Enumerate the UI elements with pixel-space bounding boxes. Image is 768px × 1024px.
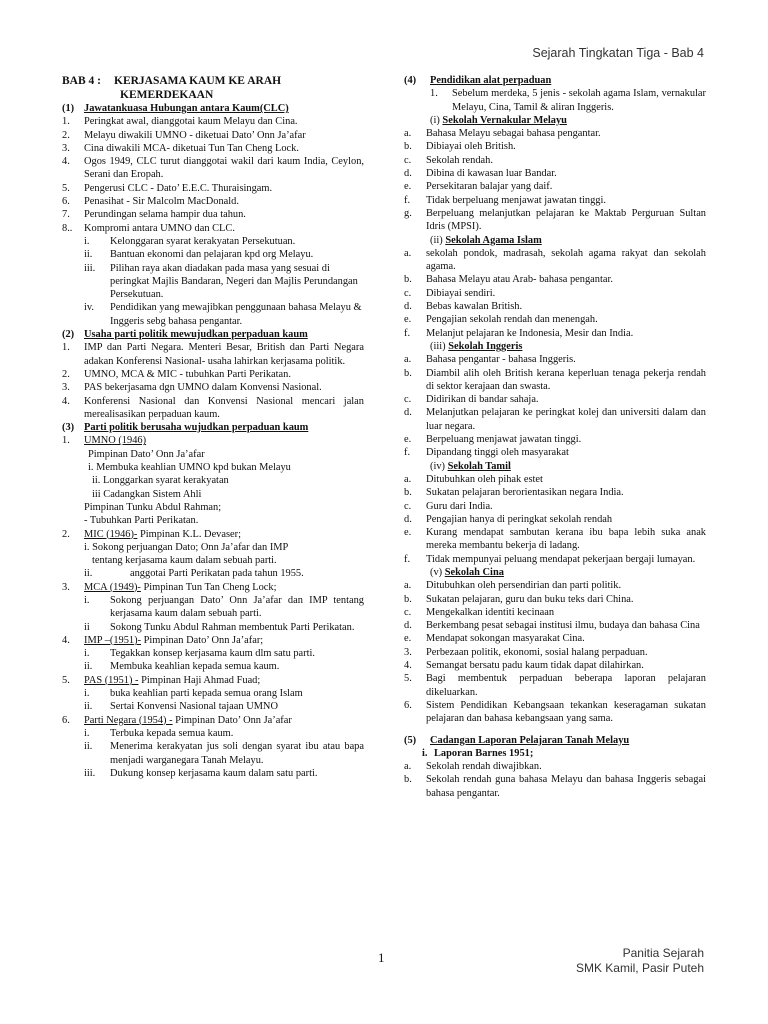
list-item: b. Sekolah rendah guna bahasa Melayu dan bahasa Inggeris sebagai bahasa pengantar. bbox=[404, 774, 706, 799]
school-type-heading: (iv) Sekolah Tamil bbox=[430, 460, 511, 472]
section-number: (1) bbox=[62, 103, 75, 114]
party-line: tentang kerjasama kaum dalam sebuah parti. bbox=[92, 555, 277, 567]
chapter-heading bbox=[62, 74, 364, 88]
right-column bbox=[404, 74, 706, 800]
footer-line-2: SMK Kamil, Pasir Puteh bbox=[575, 961, 704, 975]
list-item: 4. Ogos 1949, CLC turut dianggotai wakil dari kaum India, Ceylon, Serani dan Eropah. bbox=[62, 156, 364, 181]
list-item: d. Melanjutkan pelajaran ke peringkat kolej dan universiti dalam dan luar negara. bbox=[404, 407, 706, 432]
list-item: 4. Konferensi Nasional dan Konvensi Nasional mencari jalan merealisasikan perpaduan kaum. bbox=[62, 395, 364, 420]
page-number: 1 bbox=[378, 950, 385, 965]
party-mca: 3. MCA (1949)- Pimpinan Tun Tan Cheng Lock; bbox=[62, 581, 277, 593]
section-2-heading bbox=[62, 328, 364, 341]
school-type-heading: (iii) Sekolah Inggeris bbox=[430, 340, 523, 352]
list-item: d. Berkembang pesat sebagai institusi ilmu, budaya dan bahasa Cina bbox=[404, 620, 700, 632]
list-item: 1. Peringkat awal, dianggotai kaum Melayu dan Cina. bbox=[62, 116, 298, 128]
sub-item: iv. Pendidikan yang mewajibkan penggunaan bahasa Melayu & Inggeris sebg bahasa pengantar. bbox=[84, 302, 362, 327]
list-item: a. Bahasa Melayu sebagai bahasa pengantar. bbox=[404, 128, 601, 140]
sub-item: ii Sokong Tunku Abdul Rahman membentuk Parti Perikatan. bbox=[84, 621, 355, 633]
list-item: c. Dibiayai sendiri. bbox=[404, 287, 496, 299]
sub-item: iii. Pilihan raya akan diadakan pada masa yang sesuai di peringkat Majlis Bandaran, Negeri dan Majlis Perundangan Persekutuan. bbox=[84, 262, 358, 301]
report-heading: i. Laporan Barnes 1951; bbox=[422, 747, 534, 759]
list-item: c. Guru dari India. bbox=[404, 500, 493, 512]
section-title: Parti politik berusaha wujudkan perpaduan kaum bbox=[84, 422, 309, 434]
chapter-title-line1: KERJASAMA KAUM KE ARAH bbox=[114, 75, 282, 87]
list-item: a. sekolah pondok, madrasah, sekolah agama rakyat dan sekolah agama. bbox=[404, 247, 706, 273]
list-item: f. Tidak berpeluang menjawat jawatan tinggi. bbox=[404, 194, 606, 206]
list-item: 3. Cina diwakili MCA- diketuai Tun Tan Cheng Lock. bbox=[62, 142, 299, 154]
section-number: (3) bbox=[62, 422, 75, 434]
section-1-heading bbox=[62, 102, 364, 115]
section-title: Cadangan Laporan Pelajaran Tanah Melayu bbox=[430, 734, 630, 746]
sub-item: ii. Bantuan ekonomi dan pelajaran kpd org Melayu. bbox=[84, 249, 314, 261]
section-title: Pendidikan alat perpaduan bbox=[430, 75, 552, 86]
list-item: 6. Penasihat - Sir Malcolm MacDonald. bbox=[62, 196, 239, 208]
list-item: b. Diambil alih oleh British kerana keperluan tenaga pekerja rendah di sektor kerajaan dan swasta. bbox=[404, 367, 706, 392]
page-header: Sejarah Tingkatan Tiga - Bab 4 bbox=[532, 46, 704, 60]
party-line: i. Membuka keahlian UMNO kpd bukan Melayu bbox=[88, 462, 291, 474]
section-4-heading bbox=[404, 74, 706, 87]
sub-item: iii. Dukung konsep kerjasama kaum dalam satu parti. bbox=[84, 767, 318, 779]
school-type-heading: (i) Sekolah Vernakular Melayu bbox=[430, 114, 567, 126]
list-item: 5. Pengerusi CLC - Dato’ E.E.C. Thuraisingam. bbox=[62, 182, 273, 194]
list-item: b. Sukatan pelajaran berorientasikan negara India. bbox=[404, 487, 624, 499]
party-parti-negara: 6. Parti Negara (1954) - Pimpinan Dato’ Onn Ja’afar bbox=[62, 714, 292, 726]
party-line: Pimpinan Tunku Abdul Rahman; bbox=[84, 501, 222, 513]
list-item: b. Dibiayai oleh British. bbox=[404, 141, 516, 153]
sub-item: ii. anggotai Parti Perikatan pada tahun 1955. bbox=[84, 568, 304, 580]
footer-line-1: Panitia Sejarah bbox=[622, 946, 704, 960]
list-item: e. Persekitaran balajar yang daif. bbox=[404, 181, 553, 193]
list-item: 5. Bagi membentuk perpaduan beberapa laporan pelajaran dikeluarkan. bbox=[404, 673, 706, 698]
section-3-heading bbox=[62, 421, 364, 434]
section-5-heading bbox=[404, 734, 706, 747]
section-number: (2) bbox=[62, 329, 75, 341]
party-line: iii Cadangkan Sistem Ahli bbox=[92, 488, 202, 500]
list-item: c. Didirikan di bandar sahaja. bbox=[404, 394, 539, 406]
list-item: e. Kurang mendapat sambutan kerana ibu bapa lebih suka anak mereka membantu bekerja di ladang. bbox=[404, 527, 706, 552]
list-item: f. Melanjut pelajaran ke Indonesia, Mesir dan India. bbox=[404, 327, 634, 339]
list-item: 1. IMP dan Parti Negara. Menteri Besar, British dan Parti Negara adakan Konferensi Nasional- usaha lahirkan kerjasama politik. bbox=[62, 342, 364, 367]
list-item: 2. UMNO, MCA & MIC - tubuhkan Parti Perikatan. bbox=[62, 368, 291, 380]
list-item: a. Ditubuhkan oleh persendirian dan parti politik. bbox=[404, 580, 622, 592]
list-item: a. Bahasa pengantar - bahasa Inggeris. bbox=[404, 354, 576, 366]
list-item: 1. Sebelum merdeka, 5 jenis - sekolah agama Islam, vernakular Melayu, Cina, Tamil & aliran Inggeris. bbox=[430, 88, 706, 113]
list-item: f. Dipandang tinggi oleh masyarakat bbox=[404, 447, 569, 459]
sub-item: i. Tegakkan konsep kerjasama kaum dlm satu parti. bbox=[84, 648, 316, 660]
list-item: a. Ditubuhkan oleh pihak estet bbox=[404, 473, 543, 485]
list-item: 2. Melayu diwakili UMNO - diketuai Dato’ Onn Ja’afar bbox=[62, 129, 306, 141]
list-item: 3. PAS bekerjasama dgn UMNO dalam Konvensi Nasional. bbox=[62, 382, 322, 394]
left-column bbox=[62, 74, 364, 780]
party-pas: 5. PAS (1951) - Pimpinan Haji Ahmad Fuad; bbox=[62, 674, 261, 686]
chapter-title-line2: KEMERDEKAAN bbox=[120, 89, 214, 101]
list-item: g. Berpeluang melanjutkan pelajaran ke Maktab Perguruan Sultan Idris (MPSI). bbox=[404, 207, 706, 233]
list-item: e. Berpeluang menjawat jawatan tinggi. bbox=[404, 434, 582, 446]
sub-item: ii. Sertai Konvensi Nasional tajaan UMNO bbox=[84, 701, 278, 713]
footer-credit bbox=[576, 946, 704, 976]
party-umno: 1. UMNO (1946) bbox=[62, 435, 147, 447]
list-item: 4. Semangat bersatu padu kaum tidak dapat dilahirkan. bbox=[404, 660, 644, 672]
list-item: d. Bebas kawalan British. bbox=[404, 301, 523, 313]
list-item: c. Mengekalkan identiti kecinaan bbox=[404, 606, 555, 618]
section-title: Jawatankuasa Hubungan antara Kaum(CLC) bbox=[84, 103, 289, 114]
list-item: 7. Perundingan selama hampir dua tahun. bbox=[62, 209, 246, 221]
section-number: (5) bbox=[404, 734, 417, 746]
list-item: f. Tidak mempunyai peluang mendapat pekerjaan bergaji lumayan. bbox=[404, 553, 696, 565]
party-line: Pimpinan Dato’ Onn Ja’afar bbox=[88, 448, 205, 460]
party-line: ii. Longgarkan syarat kerakyatan bbox=[92, 475, 229, 487]
list-item: 6. Sistem Pendidikan Kebangsaan tekankan keseragaman sukatan pelajaran dan bahasa kebangsaan yang sama. bbox=[404, 699, 706, 725]
list-item: e. Pengajian sekolah rendah dan menengah. bbox=[404, 314, 598, 326]
list-item: 8.. Kompromi antara UMNO dan CLC. bbox=[62, 222, 235, 234]
school-type-heading: (v) Sekolah Cina bbox=[430, 566, 504, 578]
sub-item: i. Terbuka kepada semua kaum. bbox=[84, 727, 234, 739]
sub-item: i. Kelonggaran syarat kerakyatan Persekutuan. bbox=[84, 235, 296, 247]
list-item: a. Sekolah rendah diwajibkan. bbox=[404, 761, 542, 773]
list-item: d. Pengajian hanya di peringkat sekolah rendah bbox=[404, 513, 613, 525]
party-mic: 2. MIC (1946)- Pimpinan K.L. Devaser; bbox=[62, 528, 241, 540]
list-item: b. Bahasa Melayu atau Arab- bahasa pengantar. bbox=[404, 274, 613, 286]
list-item: b. Sukatan pelajaran, guru dan buku teks dari China. bbox=[404, 593, 634, 605]
list-item: e. Mendapat sokongan masyarakat Cina. bbox=[404, 633, 585, 645]
party-imp: 4. IMP –(1951)- Pimpinan Dato’ Onn Ja’afar; bbox=[62, 634, 264, 646]
party-line: - Tubuhkan Parti Perikatan. bbox=[84, 515, 199, 527]
section-title: Usaha parti politik mewujudkan perpaduan kaum bbox=[84, 329, 308, 341]
list-item: d. Dibina di kawasan luar Bandar. bbox=[404, 168, 557, 180]
chapter-number: BAB 4 : bbox=[62, 75, 101, 87]
sub-item: ii. Membuka keahlian kepada semua kaum. bbox=[84, 661, 280, 673]
sub-item: i. buka keahlian parti kepada semua orang Islam bbox=[84, 688, 303, 700]
party-line: i. Sokong perjuangan Dato; Onn Ja’afar dan IMP bbox=[84, 541, 289, 553]
sub-item: ii. Menerima kerakyatan jus soli dengan syarat ibu atau bapa menjadi warganegara Tanah Melayu. bbox=[84, 741, 364, 766]
sub-item: i. Sokong perjuangan Dato’ Onn Ja’afar dan IMP tentang kerjasama kaum dalam sebuah parti. bbox=[84, 594, 364, 620]
school-type-heading: (ii) Sekolah Agama Islam bbox=[430, 234, 542, 246]
section-number: (4) bbox=[404, 75, 417, 86]
list-item: c. Sekolah rendah. bbox=[404, 154, 493, 166]
list-item: 3. Perbezaan politik, ekonomi, sosial halang perpaduan. bbox=[404, 646, 648, 658]
